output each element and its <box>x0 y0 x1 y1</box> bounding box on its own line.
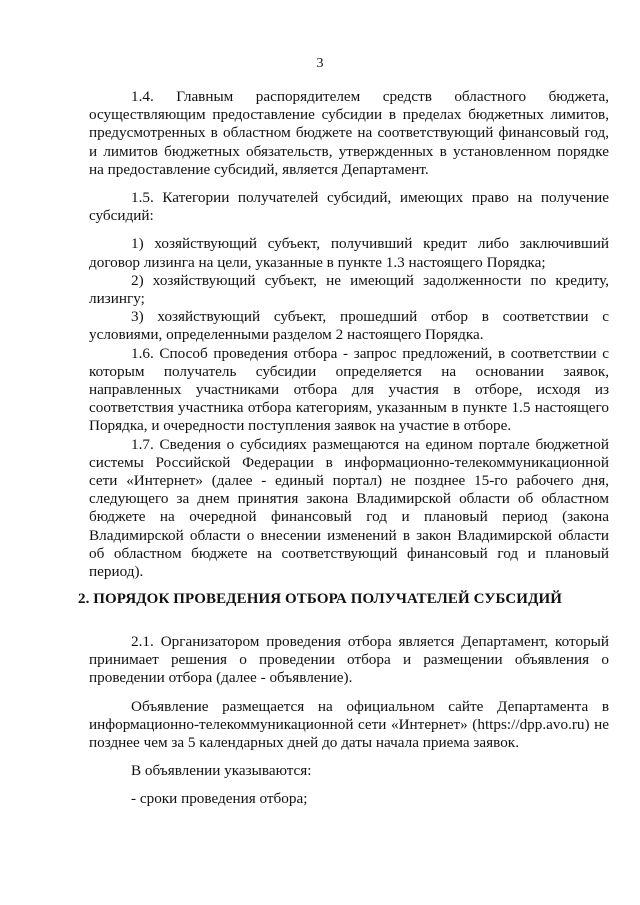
section-2-text <box>89 633 609 809</box>
section-1-text <box>89 88 609 581</box>
list-item-3: 3) хозяйствующий субъект, прошедший отбор в соответствии с условиями, определенными разделом 2 настоящего Порядка. <box>89 308 609 344</box>
list-item-2: 2) хозяйствующий субъект, не имеющий задолженности по кредиту, лизингу; <box>89 271 609 308</box>
list-item-1: 1) хозяйствующий субъект, получивший кредит либо заключивший договор лизинга на цели, указанные в пункте 1.3 настоящего Порядка; <box>89 235 609 271</box>
paragraph-2-1: 2.1. Организатором проведения отбора является Департамент, который принимает решения о проведении отбора и размещении объявления о проведении отбора (далее - объявление). <box>89 633 609 687</box>
paragraph-1-4: 1.4. Главным распорядителем средств областного бюджета, осуществляющим предоставление субсидии в пределах бюджетных лимитов, предусмотренных в областном бюджете на соответствующий финансовый год, и лимитов бюджетных обязательств, утвержденных в установленном порядке на предоставление субсидий, является Департамент. <box>89 88 609 178</box>
paragraph-1-6: 1.6. Способ проведения отбора - запрос предложений, в соответствии с которым получатель субсидии определяется на основании заявок, направленных участниками отбора для участия в отборе, исходя из соответствия участника отбора категориям, указанным в пункте 1.5 настоящего Порядка, и очередности поступления заявок на участие в отборе. <box>89 344 609 435</box>
paragraph-announcement: Объявление размещается на официальном сайте Департамента в информационно-телекоммуникационной сети «Интернет» (https://dpp.avo.ru) не позднее чем за 5 календарных дней до даты начала приема заявок. <box>89 697 609 752</box>
list-item-dates: - сроки проведения отбора; <box>131 790 308 808</box>
paragraph-announcement-contents: В объявлении указываются: <box>131 762 312 780</box>
paragraph-1-5: 1.5. Категории получателей субсидий, имеющих право на получение субсидий: <box>89 189 609 225</box>
paragraph-1-7: 1.7. Сведения о субсидиях размещаются на едином портале бюджетной системы Российской Федерации в информационно-телекоммуникационной сети «Интернет» (далее - единый портал) не позднее 15-го рабочего дня, следующего за днем принятия закона Владимирской области об областном бюджете на очередной финансовый год и плановый период (закона Владимирской области о внесении изменений в закон Владимирской области об областном бюджете на соответствующий финансовый год и плановый период). <box>89 435 609 581</box>
section-heading: 2. ПОРЯДОК ПРОВЕДЕНИЯ ОТБОРА ПОЛУЧАТЕЛЕЙ СУБСИДИЙ <box>77 591 563 607</box>
page-number: 3 <box>316 56 324 71</box>
